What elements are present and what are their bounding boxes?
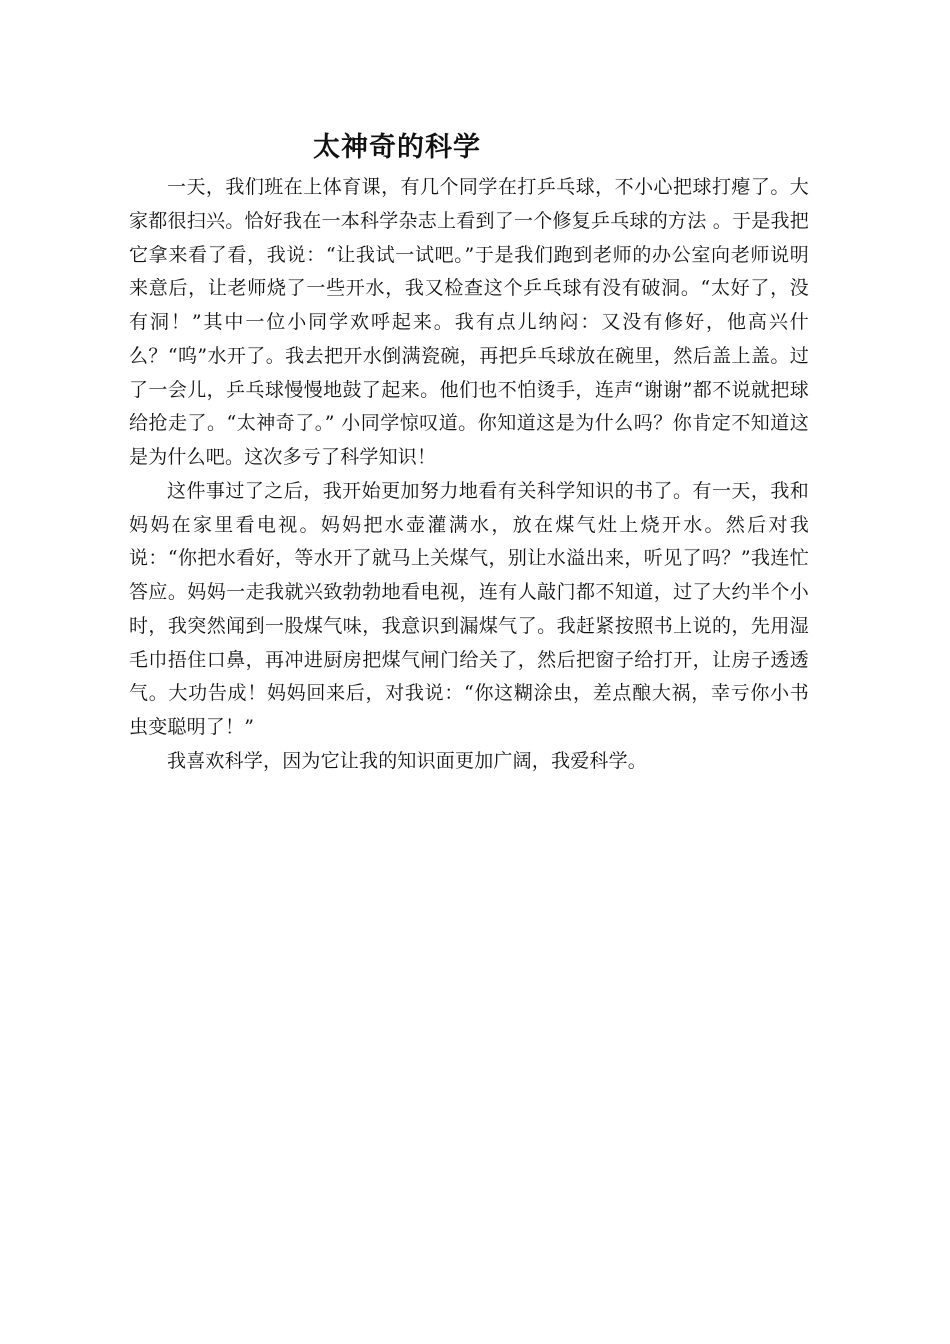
document-body: [129, 171, 809, 779]
document-title: 太神奇的科学: [313, 132, 481, 163]
paragraph-2: 这件事过了之后，我开始更加努力地看有关科学知识的书了。有一天，我和妈妈在家里看电视。妈妈把水壶灌满水，放在煤气灶上烧开水。然后对我说：“你把水看好，等水开了就马上关煤气，别让水溢出来，听见了吗？”我连忙答应。妈妈一走我就兴致勃勃地看电视，连有人敲门都不知道，过了大约半个小时，我突然闻到一股煤气味，我意识到漏煤气了。我赶紧按照书上说的，先用湿毛巾捂住口鼻，再冲进厨房把煤气闸门给关了，然后把窗子给打开，让房子透透气。大功告成！妈妈回来后，对我说：“你这糊涂虫，差点酿大祸，幸亏你小书虫变聪明了！”: [129, 479, 809, 738]
paragraph-1: 一天，我们班在上体育课，有几个同学在打乒乓球，不小心把球打瘪了。大家都很扫兴。恰好我在一本科学杂志上看到了一个修复乒乓球的方法 。于是我把它拿来看了看，我说：“让我试一试吧。”于是我们跑到老师的办公室向老师说明来意后，让老师烧了一些开水，我又检查这个乒乓球有没有破洞。“太好了，没有洞！”其中一位小同学欢呼起来。我有点儿纳闷：又没有修好，他高兴什么？“呜”水开了。我去把开水倒满瓷碗，再把乒乓球放在碗里，然后盖上盖。过了一会儿，乒乓球慢慢地鼓了起来。他们也不怕烫手，连声“谢谢”都不说就把球给抢走了。“太神奇了。” 小同学惊叹道。你知道这是为什么吗？你肯定不知道这是为什么吧。这次多亏了科学知识！: [129, 176, 809, 468]
paragraph-3: 我喜欢科学，因为它让我的知识面更加广阔，我爱科学。: [167, 749, 648, 772]
